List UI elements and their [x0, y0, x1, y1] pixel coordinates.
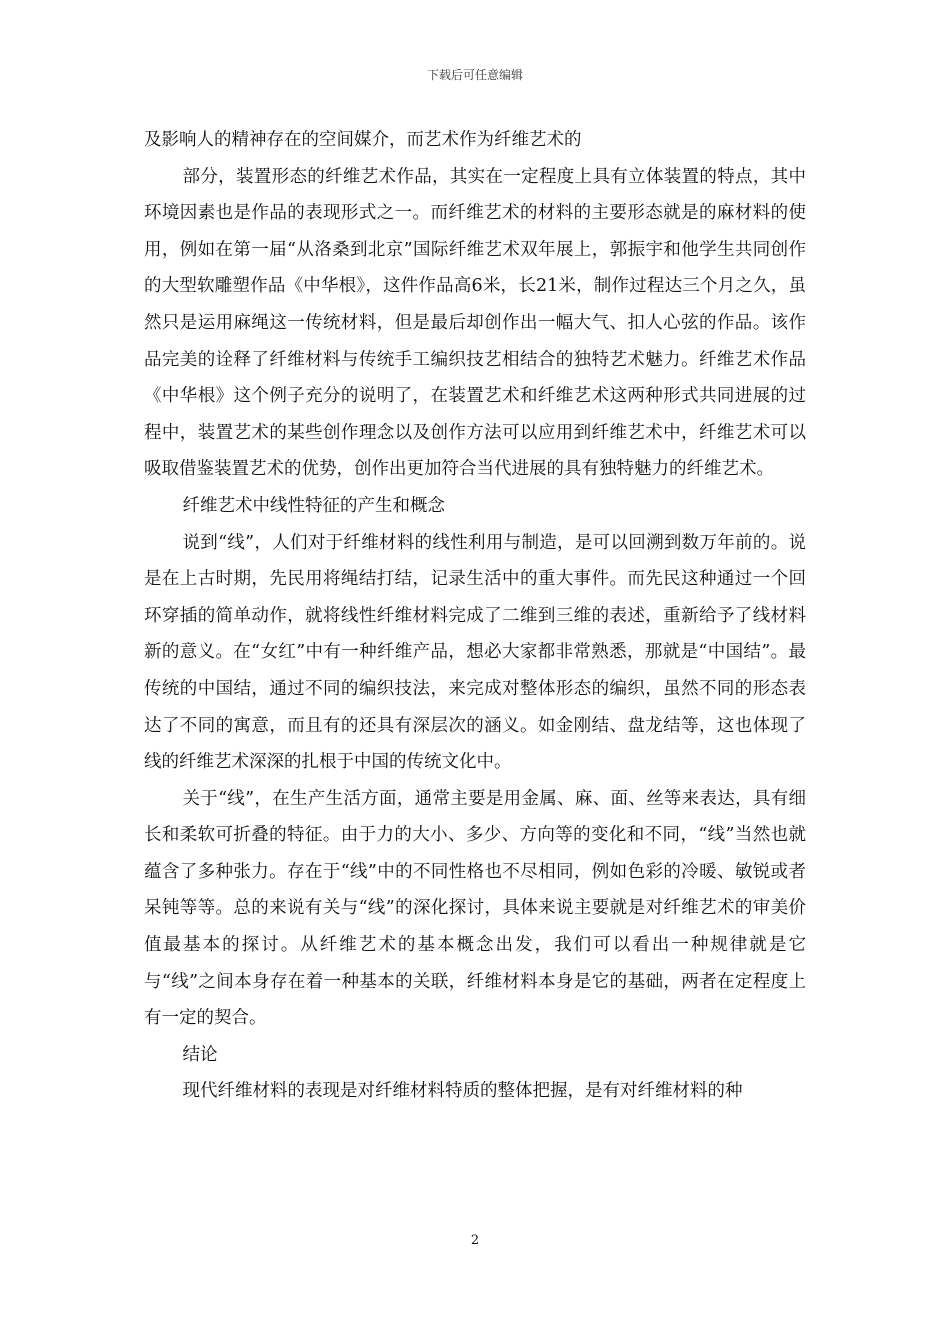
document-body [144, 122, 806, 1110]
paragraph: 关于“线”，在生产生活方面，通常主要是用金属、麻、面、丝等来表达，具有细长和柔软可折叠的特征。由于力的大小、多少、方向等的变化和不同，“线”当然也就蕴含了多种张力。存在于“线”中的不同性格也不尽相同，例如色彩的冷暖、敏锐或者呆钝等等。总的来说有关与“线”的深化探讨，具体来说主要就是对纤维艺术的审美价值最基本的探讨。从纤维艺术的基本概念出发，我们可以看出一种规律就是它与“线”之间本身存在着一种基本的关联，纤维材料本身是它的基础，两者在定程度上有一定的契合。 [144, 788, 806, 1029]
section-heading: 纤维艺术中线性特征的产生和概念 [182, 495, 445, 516]
section-heading: 结论 [182, 1044, 218, 1065]
page-number: 2 [470, 1233, 480, 1248]
paragraph: 现代纤维材料的表现是对纤维材料特质的整体把握，是有对纤维材料的种 [182, 1081, 743, 1102]
page-header: 下载后可任意编辑 [426, 68, 523, 82]
paragraph-continuation: 及影响人的精神存在的空间媒介，而艺术作为纤维艺术的 [144, 130, 582, 150]
paragraph: 说到“线”，人们对于纤维材料的线性利用与制造，是可以回溯到数万年前的。说是在上古时期，先民用将绳结打结，记录生活中的重大事件。而先民这种通过一个回环穿插的简单动作，就将线性纤维材料完成了二维到三维的表述，重新给予了线材料新的意义。在“女红”中有一种纤维产品，想必大家都非常熟悉，那就是“中国结”。最传统的中国结，通过不同的编织技法，来完成对整体形态的编织，虽然不同的形态表达了不同的寓意，而且有的还具有深层次的涵义。如金刚结、盘龙结等，这也体现了线的纤维艺术深深的扎根于中国的传统文化中。 [144, 532, 806, 773]
paragraph: 部分，装置形态的纤维艺术作品，其实在一定程度上具有立体装置的特点，其中环境因素也是作品的表现形式之一。而纤维艺术的材料的主要形态就是的麻材料的使用，例如在第一届“从洛桑到北京”国际纤维艺术双年展上，郭振宇和他学生共同创作的大型软雕塑作品《中华根》，这件作品高6米，长21米，制作过程达三个月之久，虽然只是运用麻绳这一传统材料，但是最后却创作出一幅大气、扣人心弦的作品。该作品完美的诠释了纤维材料与传统手工编织技艺相结合的独特艺术魅力。纤维艺术作品《中华根》这个例子充分的说明了，在装置艺术和纤维艺术这两种形式共同进展的过程中，装置艺术的某些创作理念以及创作方法可以应用到纤维艺术中，纤维艺术可以吸取借鉴装置艺术的优势，创作出更加符合当代进展的具有独特魅力的纤维艺术。 [144, 166, 806, 480]
